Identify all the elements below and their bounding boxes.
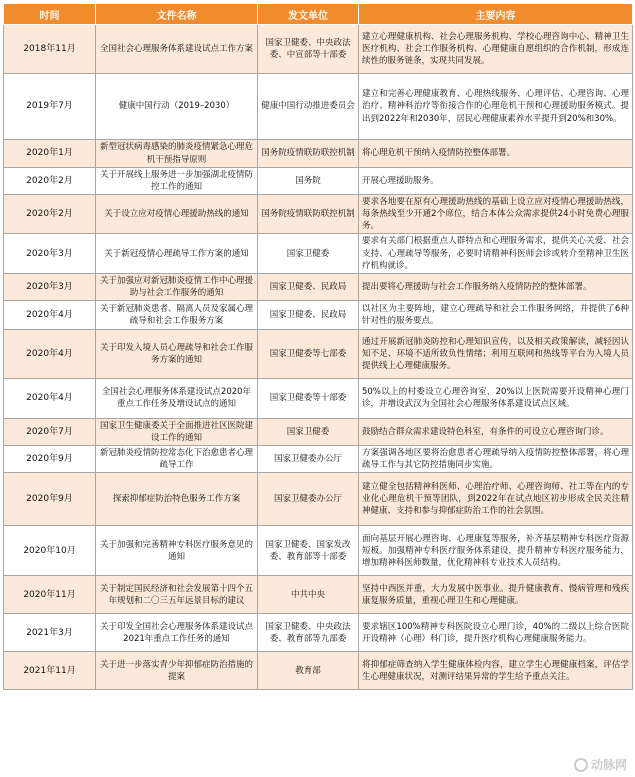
document-name-cell: 健康中国行动（2019–2030） — [96, 74, 258, 140]
header-date: 时间 — [4, 4, 96, 25]
date-cell: 2020年4月 — [4, 329, 96, 378]
table-row — [4, 473, 633, 526]
issuing-unit-cell: 国家卫健委办公厅 — [258, 446, 359, 473]
table-row — [4, 273, 633, 300]
main-content-cell: 坚持中西医并重，大力发展中医事业。提升健康教育、慢病管理和残疾康复服务质量，重视心理卫生和心理健康。 — [359, 576, 633, 614]
issuing-unit-cell: 国家卫健委、民政局 — [258, 273, 359, 300]
document-name-cell: 关于开展线上服务进一步加强湖北疫情防控工作的通知 — [96, 168, 258, 195]
date-cell: 2021年11月 — [4, 652, 96, 690]
document-name-cell: 关于印发入境人员心理疏导和社会工作服务方案的通知 — [96, 329, 258, 378]
document-name-cell: 关于制定国民经济和社会发展第十四个五年规划和二〇三五年远景目标的建议 — [96, 576, 258, 614]
issuing-unit-cell: 教育部 — [258, 652, 359, 690]
table-row — [4, 234, 633, 273]
document-name-cell: 探索抑郁症防治特色服务工作方案 — [96, 473, 258, 526]
header-main-content: 主要内容 — [359, 4, 633, 25]
watermark-logo-icon — [574, 758, 588, 772]
table-row — [4, 300, 633, 329]
document-name-cell: 全国社会心理服务体系建设试点工作方案 — [96, 25, 258, 74]
table-row — [4, 576, 633, 614]
main-content-cell: 开展心理援助服务。 — [359, 168, 633, 195]
document-name-cell: 关于新冠肺炎患者、隔离人员及家属心理疏导和社会工作服务方案 — [96, 300, 258, 329]
watermark-text: 动脉网 — [590, 758, 627, 772]
table-row — [4, 418, 633, 445]
date-cell: 2020年10月 — [4, 526, 96, 576]
issuing-unit-cell: 国务院疫情联防联控机制 — [258, 140, 359, 168]
main-content-cell: 要求有关部门根据重点人群特点和心理服务需求，提供关心关爱、社会支持、心理疏导等服务，必要时请精神科医师会诊或转介至精神卫生医疗机构就诊。 — [359, 234, 633, 273]
issuing-unit-cell: 国家卫健委、民政局 — [258, 300, 359, 329]
main-content-cell: 提出要将心理援助与社会工作服务纳入疫情防控的整体部署。 — [359, 273, 633, 300]
header-document-name: 文件名称 — [96, 4, 258, 25]
issuing-unit-cell: 健康中国行动推进委员会 — [258, 74, 359, 140]
table-row — [4, 140, 633, 168]
issuing-unit-cell: 国家卫健委 — [258, 234, 359, 273]
document-name-cell: 关于加强应对新冠肺炎疫情工作中心理援助与社会工作服务的通知 — [96, 273, 258, 300]
main-content-cell: 50%以上的村委设立心理咨询室，20%以上医院需要开设精神心理门诊，并增设武汉为全国社会心理服务体系建设试点区域。 — [359, 378, 633, 418]
document-name-cell: 关于新冠疫情心理疏导工作方案的通知 — [96, 234, 258, 273]
issuing-unit-cell: 国家卫健委等七部委 — [258, 329, 359, 378]
date-cell: 2020年9月 — [4, 446, 96, 473]
table-row — [4, 195, 633, 234]
table-row — [4, 329, 633, 378]
document-name-cell: 新型冠状病毒感染的肺炎疫情紧急心理危机干预指导原则 — [96, 140, 258, 168]
document-name-cell: 关于设立应对疫情心理援助热线的通知 — [96, 195, 258, 234]
issuing-unit-cell: 国家卫健委办公厅 — [258, 473, 359, 526]
issuing-unit-cell: 国家卫健委等十部委 — [258, 378, 359, 418]
document-name-cell: 关于进一步落实青少年抑郁症防治措施的提案 — [96, 652, 258, 690]
watermark — [574, 756, 627, 773]
document-name-cell: 国家卫生健康委关于全面推进社区医院建设工作的通知 — [96, 418, 258, 445]
date-cell: 2020年2月 — [4, 195, 96, 234]
main-content-cell: 将心理危机干预纳入疫情防控整体部署。 — [359, 140, 633, 168]
table-row — [4, 652, 633, 690]
date-cell: 2020年2月 — [4, 168, 96, 195]
date-cell: 2020年3月 — [4, 234, 96, 273]
main-content-cell: 通过开展新冠肺炎防控和心理知识宣传，以及相关政策解读，减轻因认知不足、环境不适所致负性情绪；利用互联网和热线等平台为入境人员提供线上心理健康服务。 — [359, 329, 633, 378]
date-cell: 2020年4月 — [4, 378, 96, 418]
document-name-cell: 关于印发全国社会心理服务体系建设试点2021年重点工作任务的通知 — [96, 614, 258, 652]
table-row — [4, 378, 633, 418]
date-cell: 2021年3月 — [4, 614, 96, 652]
header-issuing-unit: 发文单位 — [258, 4, 359, 25]
issuing-unit-cell: 国家卫健委、中央政法委、教育部等九部委 — [258, 614, 359, 652]
date-cell: 2020年4月 — [4, 300, 96, 329]
policy-table — [3, 3, 633, 690]
date-cell: 2018年11月 — [4, 25, 96, 74]
table-row — [4, 526, 633, 576]
main-content-cell: 面向基层开展心理咨询、心理康复等服务，补齐基层精神专科医疗资源短板。加强精神专科医疗服务体系建设，提升精神专科医疗服务能力，增加精神科医师数量，优化精神科专业技术人员结构。 — [359, 526, 633, 576]
document-name-cell: 新冠肺炎疫情防控常态化下治愈患者心理疏导工作 — [96, 446, 258, 473]
table-header-row — [4, 4, 633, 25]
main-content-cell: 建立健全包括精神科医师、心理治疗师、心理咨询师、社工等在内的专业化心理危机干预等团队，到2022年在试点地区初步形成全民关注精神健康、支持和参与抑郁症防治工作的社会氛围。 — [359, 473, 633, 526]
table-row — [4, 446, 633, 473]
main-content-cell: 方案强调各地区要将治愈患者心理疏导纳入疫情防控整体部署，将心理疏导工作与其它防控措施同步实施。 — [359, 446, 633, 473]
issuing-unit-cell: 国家卫健委 — [258, 418, 359, 445]
date-cell: 2019年7月 — [4, 74, 96, 140]
table-row — [4, 168, 633, 195]
table-row — [4, 25, 633, 74]
issuing-unit-cell: 中共中央 — [258, 576, 359, 614]
main-content-cell: 要求辖区100%精神专科医院设立心理门诊，40%的二级以上综合医院开设精神（心理）科门诊，提升医疗机构心理健康服务能力。 — [359, 614, 633, 652]
main-content-cell: 建立心理健康机构、社会心理服务机构、学校心理咨询中心、精神卫生医疗机构、社会工作服务机构、心理健康自愿组织的合作机制，形成连续性的服务链条，实现共同发展。 — [359, 25, 633, 74]
document-name-cell: 关于加强和完善精神专科医疗服务意见的通知 — [96, 526, 258, 576]
date-cell: 2020年11月 — [4, 576, 96, 614]
main-content-cell: 建立和完善心理健康教育、心理热线服务、心理评估、心理咨询、心理治疗、精神科治疗等衔接合作的心理危机干预和心理援助服务模式。提出到2022年和2030年，居民心理健康素养水平提升到20%和30%。 — [359, 74, 633, 140]
issuing-unit-cell: 国家卫健委、中央政法委、中宣部等十部委 — [258, 25, 359, 74]
date-cell: 2020年9月 — [4, 473, 96, 526]
table-row — [4, 614, 633, 652]
document-name-cell: 全国社会心理服务体系建设试点2020年重点工作任务及增设试点的通知 — [96, 378, 258, 418]
main-content-cell: 鼓励结合群众需求建设特色科室，有条件的可设立心理咨询门诊。 — [359, 418, 633, 445]
main-content-cell: 将抑郁症筛查纳入学生健康体检内容，建立学生心理健康档案，评估学生心理健康状况，对测评结果异常的学生给予重点关注。 — [359, 652, 633, 690]
date-cell: 2020年7月 — [4, 418, 96, 445]
issuing-unit-cell: 国务院疫情联防联控机制 — [258, 195, 359, 234]
date-cell: 2020年3月 — [4, 273, 96, 300]
issuing-unit-cell: 国家卫健委、国家发改委、教育部等十部委 — [258, 526, 359, 576]
table-row — [4, 74, 633, 140]
issuing-unit-cell: 国务院 — [258, 168, 359, 195]
table-body — [4, 25, 633, 690]
main-content-cell: 以社区为主要阵地，建立心理疏导和社会工作服务网络，并提供了6种针对性的服务要点。 — [359, 300, 633, 329]
date-cell: 2020年1月 — [4, 140, 96, 168]
main-content-cell: 要求各地要在原有心理援助热线的基础上设立应对疫情心理援助热线，每条热线至少开通2个席位，结合本体公众需求提供24小时免费心理服务。 — [359, 195, 633, 234]
